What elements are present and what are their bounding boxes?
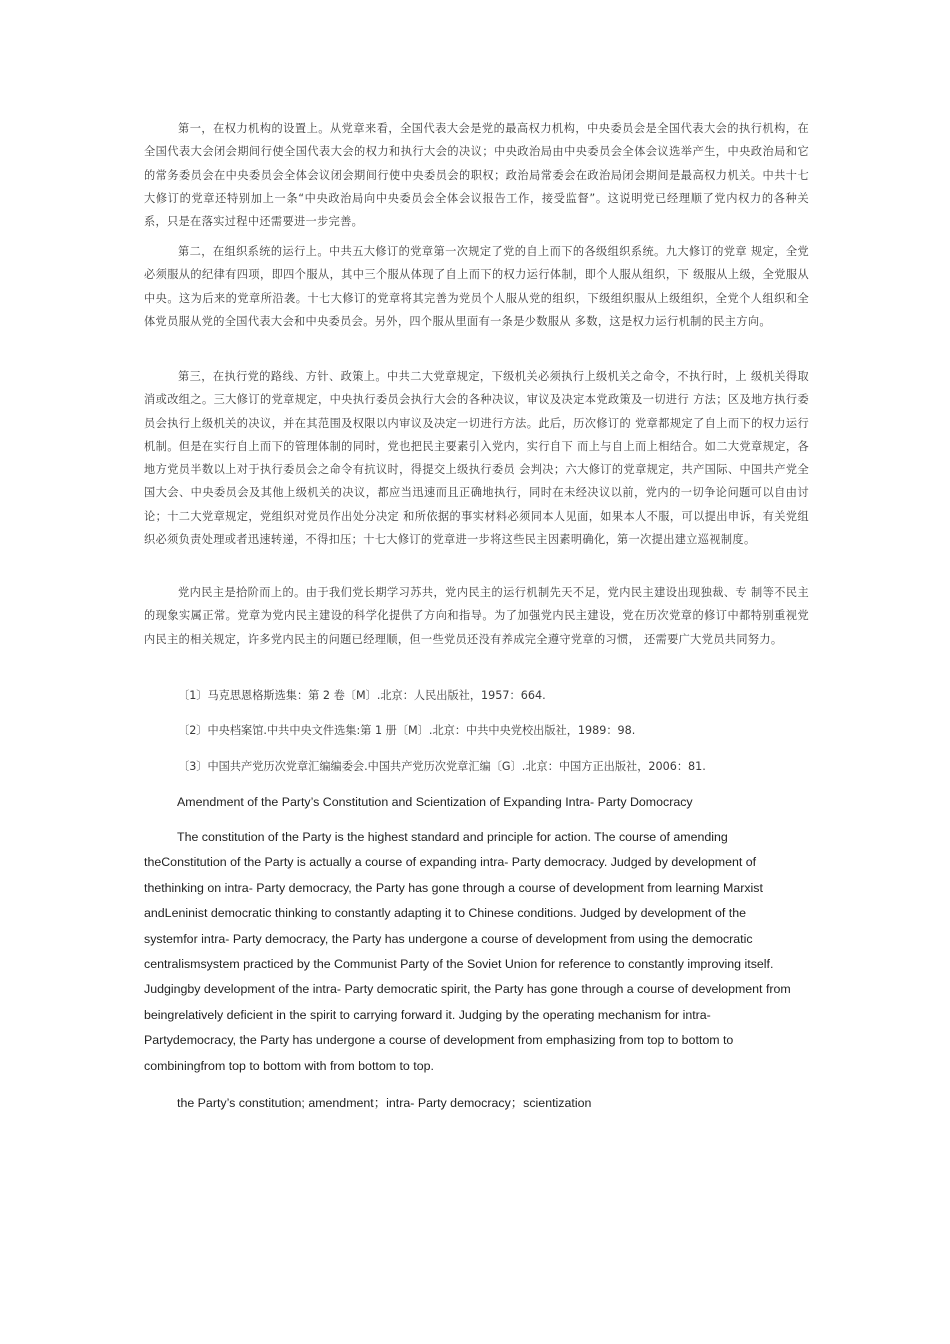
abstract-line: theConstitution of the Party is actually a course of expanding intra- Party democracy. Judged by development of (144, 855, 757, 870)
paragraph-third-executing-line: 第三，在执行党的路线、方针、政策上。中共二大党章规定，下级机关必须执行上级机关之命令，不执行时，上 级机关得取消或改组之。三大修订的党章规定，中央执行委员会执行大会的各种决议，审议及决定本党政策及一切进行 方法；区及地方执行委员会执行上级机关的决议，并在其范围及权限以内审议及决定一切进行方法。此后，历次修订的 党章都规定了自上而下的权力运行机制。但是在实行自上而下的管理体制的同时，党也把民主要素引入党内，实行自下 而上与自上而上相结合。如二大党章规定，各地方党员半数以上对于执行委员会之命令有抗议时，得提交上级执行委员 会判决；六大修订的党章规定，共产国际、中国共产党全国大会、中央委员会及其他上级机关的决议，都应当迅速而且正确地执行，同时在未经决议以前，党内的一切争论问题可以自由讨论；十二大党章规定，党组织对党员作出处分决定 和所依据的事实材料必须同本人见面，如果本人不服，可以提出申诉，有关党组织必须负责处理或者迅速转递，不得扣压；十七大修订的党章进一步将这些民主因素明确化，第一次提出建立巡视制度。 (144, 370, 809, 547)
abstract-line: systemfor intra- Party democracy, the Party has undergone a course of development from using the democratic (144, 931, 753, 946)
abstract-line: centralismsystem practiced by the Communist Party of the Soviet Union for reference to constantly improving itself. (144, 957, 774, 972)
paragraph-second-organization-system: 第二，在组织系统的运行上。中共五大修订的党章第一次规定了党的自上而下的各级组织系统。九大修订的党章 规定，全党必须服从的纪律有四项，即四个服从，其中三个服从体现了自上而下的权力运行体制，即个人服从组织，下 级服从上级，全党服从中央。这为后来的党章所沿袭。十七大修订的党章将其完善为党员个人服从党的组织，下级组织服从上级组织，全党个人组织和全体党员服从党的全国代表大会和中央委员会。另外，四个服从里面有一条是少数服从 多数，这是权力运行机制的民主方向。 (144, 245, 809, 328)
abstract-line: andLeninist democratic thinking to constantly adapting it to Chinese conditions. Judged by development of the (144, 906, 747, 921)
abstract-line: beingrelatively deficient in the spirit to carrying forward it. Judging by the operating mechanism for intra- (144, 1007, 711, 1022)
english-keywords: the Party’s constitution; amendment；intra- Party democracy；scientization (177, 1096, 592, 1110)
abstract-line: thethinking on intra- Party democracy, the Party has gone through a course of development from learning Marxist (144, 880, 763, 895)
reference-3: 〔3〕中国共产党历次党章汇编编委会.中国共产党历次党章汇编〔G〕.北京：中国方正出版社，2006：81. (178, 760, 706, 773)
paragraph-intra-party-democracy: 党内民主是拾阶而上的。由于我们党长期学习苏共，党内民主的运行机制先天不足，党内民主建设出现独裁、专 制等不民主的现象实属正常。党章为党内民主建设的科学化提供了方向和指导。为了加强党内民主建设，党在历次党章的修订中都特别重视党内民主的相关规定，许多党内民主的问题已经理顺，但一些党员还没有养成完全遵守党章的习惯， 还需要广大党员共同努力。 (144, 586, 809, 646)
paragraph-first-power-organs: 第一，在权力机构的设置上。从党章来看，全国代表大会是党的最高权力机构，中央委员会是全国代表大会的执行机构，在全国代表大会闭会期间行使全国代表大会的权力和执行大会的决议；中央政治局由中央委员会全体会议选举产生，中央政治局和它的常务委员会在中央委员会全体会议闭会期间行使中央委员会的职权；政治局常委会在政治局闭会期间是最高权力机关。中共十七大修订的党章还特别加上一条“中央政治局向中央委员会全体会议报告工作，接受监督”。这说明党已经理顺了党内权力的各种关系，只是在落实过程中还需要进一步完善。 (144, 122, 809, 229)
reference-1: 〔1〕马克思恩格斯选集：第 2 卷〔M〕.北京：人民出版社，1957：664. (178, 689, 546, 702)
english-title: Amendment of the Party’s Constitution and Scientization of Expanding Intra- Party Domocracy (177, 795, 693, 809)
abstract-line: Judgingby development of the intra- Party democratic spirit, the Party has gone through a course of development from (144, 982, 791, 997)
abstract-line: combiningfrom top to bottom with from bottom to top. (144, 1058, 434, 1073)
reference-2: 〔2〕中央档案馆.中共中央文件选集:第 1 册〔M〕.北京：中共中央党校出版社，1989：98. (178, 724, 636, 737)
english-abstract (144, 825, 814, 1079)
abstract-line: The constitution of the Party is the highest standard and principle for action. The course of amending (177, 830, 728, 844)
abstract-line: Partydemocracy, the Party has undergone a course of development from emphasizing from top to bottom to (144, 1033, 734, 1048)
